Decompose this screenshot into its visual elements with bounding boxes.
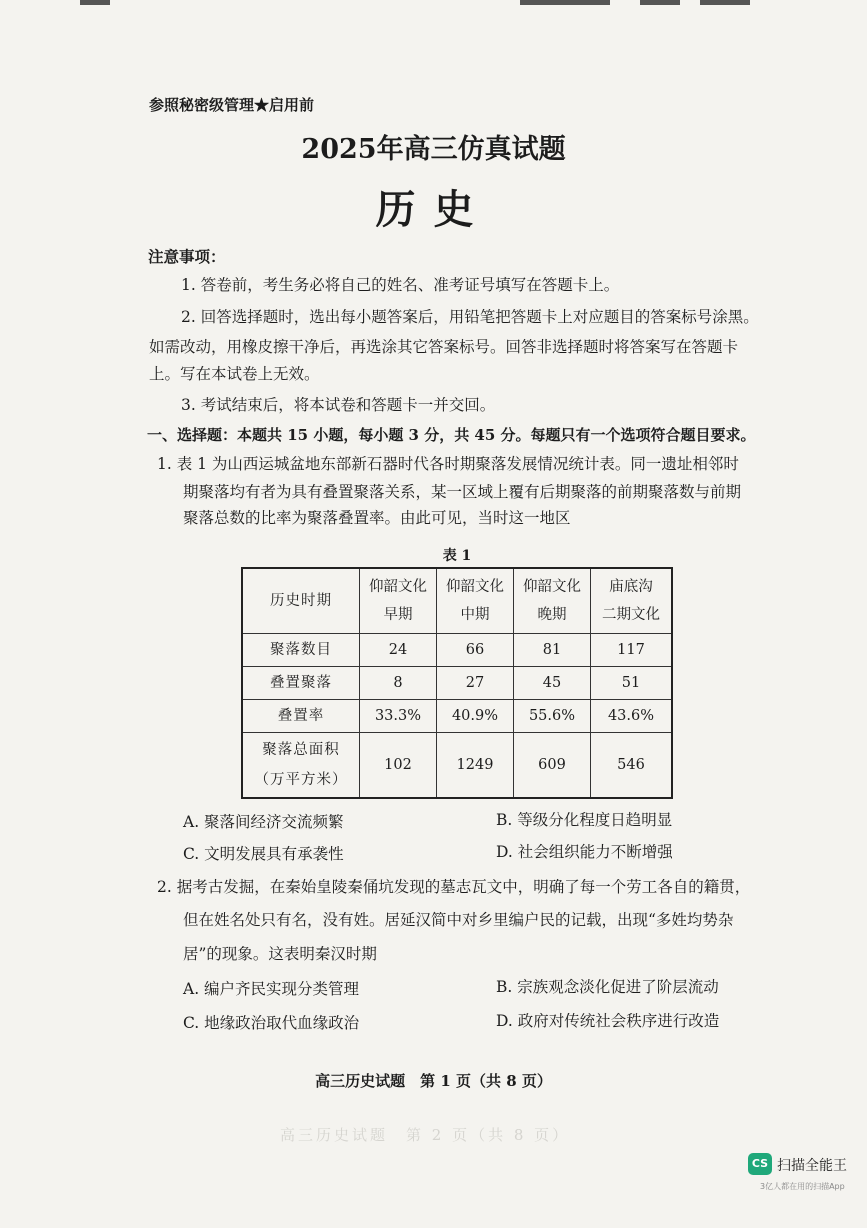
column-header-line: 仰韶文化 xyxy=(446,579,504,595)
q2-option-a: A. 编户齐民实现分类管理 xyxy=(183,980,360,998)
notice-item-2-line-3: 上。写在本试卷上无效。 xyxy=(149,365,320,383)
column-header xyxy=(514,568,591,634)
row-label: 叠置率 xyxy=(242,700,360,733)
table-cell: 8 xyxy=(360,667,437,700)
table-cell: 66 xyxy=(437,634,514,667)
table-caption: 表 1 xyxy=(442,548,472,564)
table-cell: 40.9% xyxy=(437,700,514,733)
q2-line-2: 但在姓名处只有名，没有姓。居延汉简中对乡里编户民的记载，出现“多姓均势杂 xyxy=(183,911,734,929)
table-cell: 81 xyxy=(514,634,591,667)
table-cell: 33.3% xyxy=(360,700,437,733)
q1-option-b: B. 等级分化程度日趋明显 xyxy=(496,811,673,829)
table-cell: 102 xyxy=(360,733,437,799)
table-row xyxy=(242,700,672,733)
scan-mark xyxy=(700,0,750,5)
row-label: 叠置聚落 xyxy=(242,667,360,700)
column-header-line: 中期 xyxy=(460,607,490,623)
column-header xyxy=(360,568,437,634)
column-header-line: 早期 xyxy=(383,607,413,623)
scan-mark xyxy=(520,0,610,5)
q1-line-3: 聚落总数的比率为聚落叠置率。由此可见，当时这一地区 xyxy=(183,509,571,527)
q2-option-b: B. 宗族观念淡化促进了阶层流动 xyxy=(496,978,719,996)
row-label: 聚落数目 xyxy=(242,634,360,667)
notice-item-2-line-2: 如需改动，用橡皮擦干净后，再选涂其它答案标号。回答非选择题时将答案写在答题卡 xyxy=(149,338,739,356)
column-header xyxy=(437,568,514,634)
scanner-tagline: 3亿人都在用的扫描App xyxy=(760,1182,845,1191)
table-cell: 27 xyxy=(437,667,514,700)
q2-option-d: D. 政府对传统社会秩序进行改造 xyxy=(496,1012,720,1030)
scanner-app-name: 扫描全能王 xyxy=(777,1158,847,1174)
scan-mark xyxy=(640,0,680,5)
row-label-line: 聚落总面积 xyxy=(262,742,340,758)
table-cell: 546 xyxy=(591,733,673,799)
notice-item-3: 3. 考试结束后，将本试卷和答题卡一并交回。 xyxy=(181,396,496,414)
table-row xyxy=(242,634,672,667)
table-cell: 609 xyxy=(514,733,591,799)
secret-level-label: 参照秘密级管理★启用前 xyxy=(149,96,315,114)
column-header-line: 晚期 xyxy=(537,607,567,623)
table-cell: 117 xyxy=(591,634,673,667)
q2-option-c: C. 地缘政治取代血缘政治 xyxy=(183,1014,360,1032)
table-cell: 24 xyxy=(360,634,437,667)
page-footer: 高三历史试题 第 1 页（共 8 页） xyxy=(315,1072,552,1090)
row-label xyxy=(242,733,360,799)
section-heading: 一、选择题：本题共 15 小题，每小题 3 分，共 45 分。每题只有一个选项符合题目要求。 xyxy=(147,426,756,444)
q1-line-1: 1. 表 1 为山西运城盆地东部新石器时代各时期聚落发展情况统计表。同一遗址相邻时 xyxy=(157,455,739,473)
column-header xyxy=(591,568,673,634)
table-cell: 55.6% xyxy=(514,700,591,733)
table-cell: 45 xyxy=(514,667,591,700)
q1-option-c: C. 文明发展具有承袭性 xyxy=(183,845,344,863)
q1-line-2: 期聚落均有者为具有叠置聚落关系，某一区域上覆有后期聚落的前期聚落数与前期 xyxy=(183,483,742,501)
top-scan-marks xyxy=(0,0,867,14)
table-corner-cell: 历史时期 xyxy=(242,568,360,634)
table-cell: 51 xyxy=(591,667,673,700)
column-header-line: 仰韶文化 xyxy=(523,579,581,595)
column-header-line: 二期文化 xyxy=(602,607,660,623)
settlement-table xyxy=(241,567,673,799)
notice-item-1: 1. 答卷前，考生务必将自己的姓名、准考证号填写在答题卡上。 xyxy=(181,276,620,294)
table-row xyxy=(242,667,672,700)
subject-title: 历史 xyxy=(375,186,492,233)
q2-line-1: 2. 据考古发掘，在秦始皇陵秦俑坑发现的墓志瓦文中，明确了每一个劳工各自的籍贯， xyxy=(157,878,751,896)
column-header-line: 仰韶文化 xyxy=(369,579,427,595)
q2-line-3: 居”的现象。这表明秦汉时期 xyxy=(183,945,377,963)
notice-heading: 注意事项： xyxy=(148,247,226,266)
q1-option-d: D. 社会组织能力不断增强 xyxy=(496,843,673,861)
cs-logo-icon: CS xyxy=(748,1153,772,1175)
table-cell: 1249 xyxy=(437,733,514,799)
exam-title: 2025年高三仿真试题 xyxy=(301,134,566,165)
notice-item-2-line-1: 2. 回答选择题时，选出每小题答案后，用铅笔把答题卡上对应题目的答案标号涂黑。 xyxy=(181,308,759,326)
bleed-through-text: 高三历史试题 第 2 页（共 8 页） xyxy=(280,1126,571,1144)
table-header-row xyxy=(242,568,672,634)
row-label-line: （万平方米） xyxy=(254,772,348,788)
table-cell: 43.6% xyxy=(591,700,673,733)
column-header-line: 庙底沟 xyxy=(609,579,653,595)
table-row xyxy=(242,733,672,799)
scan-mark xyxy=(80,0,110,5)
q1-option-a: A. 聚落间经济交流频繁 xyxy=(183,813,344,831)
